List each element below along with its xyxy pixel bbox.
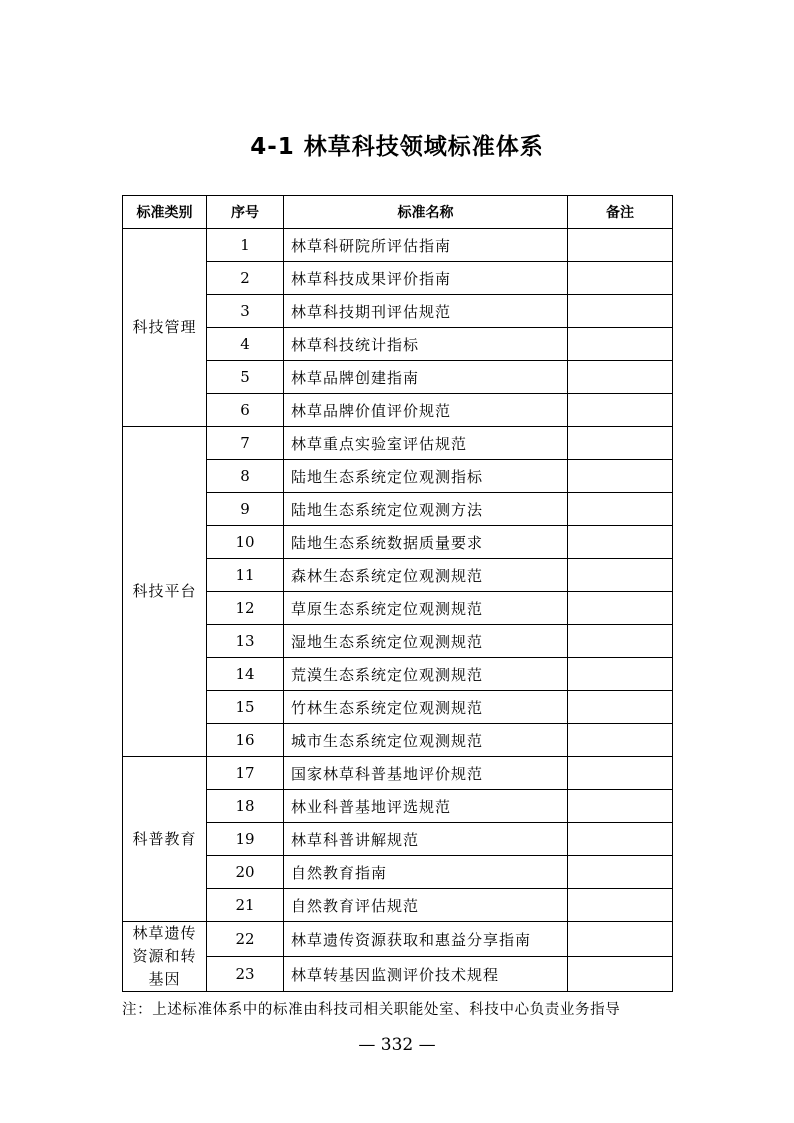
header-category: 标准类别 — [123, 196, 207, 229]
category-line: 资源和转 — [132, 947, 197, 965]
remark-cell — [568, 592, 673, 625]
standard-name-cell: 城市生态系统定位观测规范 — [284, 724, 568, 757]
header-remark: 备注 — [568, 196, 673, 229]
remark-cell — [568, 957, 673, 992]
seq-cell: 12 — [207, 592, 284, 625]
standard-name-cell: 林草科技期刊评估规范 — [284, 295, 568, 328]
remark-cell — [568, 295, 673, 328]
seq-cell: 23 — [207, 957, 284, 992]
seq-cell: 4 — [207, 328, 284, 361]
seq-cell: 15 — [207, 691, 284, 724]
remark-cell — [568, 823, 673, 856]
standard-name-cell: 林草科研院所评估指南 — [284, 229, 568, 262]
table-row — [123, 427, 673, 460]
standard-name-cell: 林草遗传资源获取和惠益分享指南 — [284, 922, 568, 957]
remark-cell — [568, 460, 673, 493]
standards-table — [122, 195, 673, 992]
seq-cell: 6 — [207, 394, 284, 427]
category-line: 基因 — [148, 970, 181, 988]
remark-cell — [568, 427, 673, 460]
remark-cell — [568, 328, 673, 361]
standard-name-cell: 陆地生态系统定位观测方法 — [284, 493, 568, 526]
page-title: 4-1 林草科技领域标准体系 — [250, 134, 544, 160]
remark-cell — [568, 526, 673, 559]
remark-cell — [568, 559, 673, 592]
header-name: 标准名称 — [284, 196, 568, 229]
remark-cell — [568, 361, 673, 394]
seq-cell: 14 — [207, 658, 284, 691]
standard-name-cell: 陆地生态系统数据质量要求 — [284, 526, 568, 559]
standard-name-cell: 林草转基因监测评价技术规程 — [284, 957, 568, 992]
standard-name-cell: 竹林生态系统定位观测规范 — [284, 691, 568, 724]
remark-cell — [568, 625, 673, 658]
seq-cell: 19 — [207, 823, 284, 856]
seq-cell: 7 — [207, 427, 284, 460]
remark-cell — [568, 790, 673, 823]
remark-cell — [568, 757, 673, 790]
standard-name-cell: 林业科普基地评选规范 — [284, 790, 568, 823]
seq-cell: 18 — [207, 790, 284, 823]
seq-cell: 22 — [207, 922, 284, 957]
category-cell: 科技管理 — [123, 229, 207, 427]
seq-cell: 8 — [207, 460, 284, 493]
header-seq: 序号 — [207, 196, 284, 229]
standard-name-cell: 草原生态系统定位观测规范 — [284, 592, 568, 625]
table-row — [123, 922, 673, 957]
standard-name-cell: 林草科普讲解规范 — [284, 823, 568, 856]
category-line: 林草遗传 — [132, 924, 197, 942]
category-cell: 科普教育 — [123, 757, 207, 922]
remark-cell — [568, 856, 673, 889]
remark-cell — [568, 889, 673, 922]
standard-name-cell: 林草科技统计指标 — [284, 328, 568, 361]
seq-cell: 3 — [207, 295, 284, 328]
seq-cell: 9 — [207, 493, 284, 526]
standard-name-cell: 自然教育指南 — [284, 856, 568, 889]
seq-cell: 21 — [207, 889, 284, 922]
standard-name-cell: 湿地生态系统定位观测规范 — [284, 625, 568, 658]
seq-cell: 1 — [207, 229, 284, 262]
seq-cell: 5 — [207, 361, 284, 394]
footnote: 注：上述标准体系中的标准由科技司相关职能处室、科技中心负责业务指导 — [122, 1002, 621, 1018]
remark-cell — [568, 658, 673, 691]
seq-cell: 16 — [207, 724, 284, 757]
standard-name-cell: 林草科技成果评价指南 — [284, 262, 568, 295]
table-body — [123, 229, 673, 992]
standard-name-cell: 林草重点实验室评估规范 — [284, 427, 568, 460]
page-number: — 332 — — [358, 1035, 436, 1055]
standard-name-cell: 陆地生态系统定位观测指标 — [284, 460, 568, 493]
seq-cell: 2 — [207, 262, 284, 295]
standard-name-cell: 国家林草科普基地评价规范 — [284, 757, 568, 790]
remark-cell — [568, 262, 673, 295]
standard-name-cell: 林草品牌创建指南 — [284, 361, 568, 394]
seq-cell: 20 — [207, 856, 284, 889]
remark-cell — [568, 493, 673, 526]
table-row — [123, 229, 673, 262]
category-cell: 科技平台 — [123, 427, 207, 757]
seq-cell: 10 — [207, 526, 284, 559]
remark-cell — [568, 394, 673, 427]
seq-cell: 13 — [207, 625, 284, 658]
remark-cell — [568, 691, 673, 724]
standard-name-cell: 自然教育评估规范 — [284, 889, 568, 922]
remark-cell — [568, 922, 673, 957]
standard-name-cell: 林草品牌价值评价规范 — [284, 394, 568, 427]
remark-cell — [568, 724, 673, 757]
remark-cell — [568, 229, 673, 262]
table-header-row — [123, 196, 673, 229]
standard-name-cell: 荒漠生态系统定位观测规范 — [284, 658, 568, 691]
table-row — [123, 757, 673, 790]
seq-cell: 17 — [207, 757, 284, 790]
seq-cell: 11 — [207, 559, 284, 592]
standard-name-cell: 森林生态系统定位观测规范 — [284, 559, 568, 592]
category-cell — [123, 922, 207, 992]
